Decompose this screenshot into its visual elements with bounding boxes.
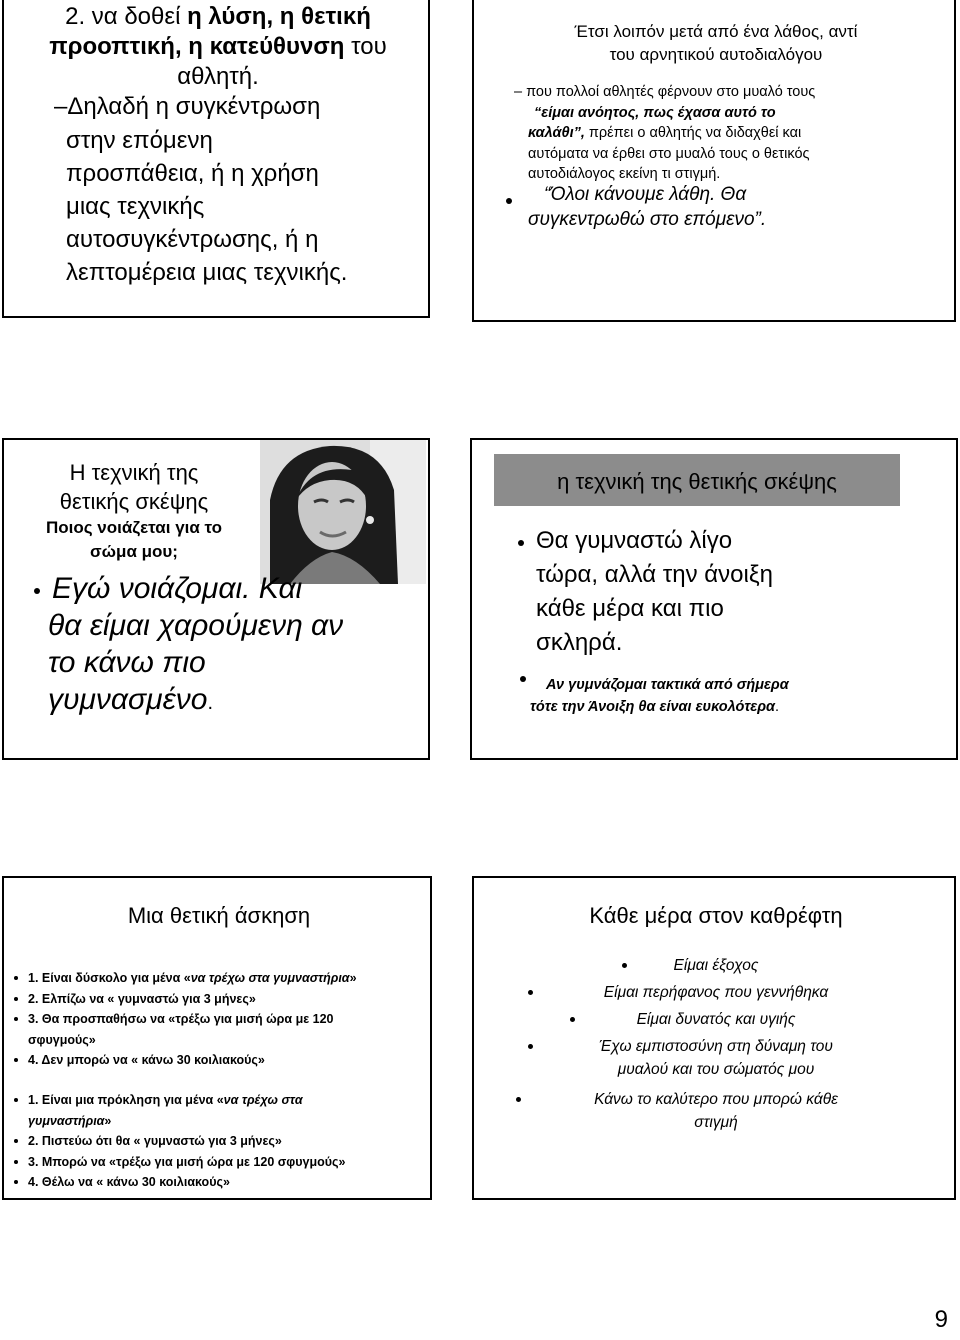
slide1-line: αυτοσυγκέντρωσης, ή η (66, 226, 319, 253)
bullet-icon (14, 1098, 18, 1102)
slide-6 (472, 876, 956, 1200)
list-item: Είμαι δυνατός και υγιής (474, 1008, 956, 1035)
bullet-icon (520, 676, 526, 682)
portrait-photo (260, 440, 426, 584)
slide1-line: προσπάθεια, ή η χρήση (66, 160, 319, 187)
bullet-icon (14, 976, 18, 980)
bullet-icon (14, 1058, 18, 1062)
slide-1 (2, 0, 430, 318)
slide1-line2: προοπτική, η κατεύθυνση του (49, 33, 387, 60)
slide-2 (472, 0, 956, 322)
slide1-line: στην επόμενη (66, 127, 213, 154)
slide1-paragraph (66, 124, 347, 289)
slide5-list-1: 1. Είναι δύσκολο για μένα «να τρέχω στα γυμναστήρια» 2. Ελπίζω να « γυμναστώ για 3 μήνες» 3. Θα προσπαθήσω να «τρέξω για μισή ώρα με 120 σφυγμούς» 4. Δεν μπορώ να « κάνω 30 κοιλιακούς» (14, 968, 357, 1071)
list-item: 3. Θα προσπαθήσω να «τρέξω για μισή ώρα με 120 (14, 1009, 357, 1030)
slide1-line3: αθλητή. (177, 63, 259, 90)
slide2-paragraph: – που πολλοί αθλητές φέρνουν στο μυαλό τους “είμαι ανόητος, πως έχασα αυτό το καλάθι”, πρέπει ο αθλητής να διδαχθεί και αυτόματα να έρθει στο μυαλό τους ο θετικός αυτοδιάλογος εκείνη τι στιγμή. (514, 84, 816, 182)
slide-3 (2, 438, 430, 760)
list-item: 2. Ελπίζω να « γυμναστώ για 3 μήνες» (14, 989, 357, 1010)
list-item: Είμαι έξοχος (474, 954, 956, 981)
list-item: 4. Δεν μπορώ να « κάνω 30 κοιλιακούς» (14, 1050, 357, 1071)
slide3-subtitle: Ποιος νοιάζεται για το σώμα μου; (45, 518, 223, 561)
bullet-icon (14, 997, 18, 1001)
slide5-list-2: 1. Είναι μια πρόκληση για μένα «να τρέχω στα γυμναστήρια» 2. Πιστεύω ότι θα « γυμναστώ για 3 μήνες» 3. Μπορώ να «τρέξω για μισή ώρα με 120 σφυγμούς» 4. Θέλω να « κάνω 30 κοιλιακούς» (14, 1090, 345, 1193)
bullet-icon (622, 963, 627, 968)
bullet-icon (14, 1139, 18, 1143)
list-item: 1. Είναι μια πρόκληση για μένα «να τρέχω στα (14, 1090, 345, 1111)
page-number: 9 (934, 1306, 948, 1333)
bullet-icon (516, 1097, 521, 1102)
slide1-line: μιας τεχνικής (66, 193, 205, 220)
slide-5 (2, 876, 432, 1200)
bullet-icon (506, 198, 512, 204)
slide5-title: Μια θετική άσκηση (127, 903, 311, 928)
slide4-title: η τεχνική της θετικής σκέψης (557, 469, 837, 494)
bullet-icon (518, 540, 524, 546)
slide3-title: Η τεχνική της θετικής σκέψης (59, 460, 209, 514)
slide4-bullet-1: Θα γυμναστώ λίγο τώρα, αλλά την άνοιξη κάθε μέρα και πιο σκληρά. (536, 527, 773, 656)
slide2-title: Έτσι λοιπόν μετά από ένα λάθος, αντί του αρνητικού αυτοδιαλόγου (574, 22, 858, 64)
bullet-icon (14, 1017, 18, 1021)
slide3-bullet: Εγώ νοιάζομαι. Και θα είμαι χαρούμενη αν το κάνω πιο γυμνασμένο. (48, 572, 344, 716)
slide-4 (470, 438, 958, 760)
slide1-line1: 2. να δοθεί η λύση, η θετική (65, 3, 371, 30)
portrait-image (260, 440, 426, 584)
bullet-icon (528, 1044, 533, 1049)
slide1-line: λεπτομέρεια μιας τεχνικής. (66, 259, 348, 286)
list-item: 3. Μπορώ να «τρέξω για μισή ώρα με 120 σφυγμούς» (14, 1152, 345, 1173)
list-item: 4. Θέλω να « κάνω 30 κοιλιακούς» (14, 1172, 345, 1193)
bullet-icon (14, 1160, 18, 1164)
slide2-bullet: “Όλοι κάνουμε λάθη. Θα συγκεντρωθώ στο επόμενο”. (528, 184, 767, 230)
slide6-title: Κάθε μέρα στον καθρέφτη (589, 903, 843, 928)
list-item: 1. Είναι δύσκολο για μένα «να τρέχω στα γυμναστήρια» (14, 968, 357, 989)
bullet-icon (34, 588, 40, 594)
list-item: Έχω εμπιστοσύνη στη δύναμη του μυαλού και του σώματός μου (474, 1035, 956, 1085)
list-item: Κάνω το καλύτερο που μπορώ κάθε στιγμή (474, 1088, 956, 1138)
bullet-icon (570, 1017, 575, 1022)
bullet-icon (14, 1180, 18, 1184)
list-item: 2. Πιστεύω ότι θα « γυμναστώ για 3 μήνες» (14, 1131, 345, 1152)
slide1-dash-line: –Δηλαδή η συγκέντρωση (54, 93, 321, 120)
bullet-icon (528, 990, 533, 995)
slide4-bullet-2: Αν γυμνάζομαι τακτικά από σήμερα τότε την Άνοιξη θα είναι ευκολότερα. (530, 677, 789, 715)
slide6-list (474, 954, 956, 1138)
list-item: Είμαι περήφανος που γεννήθηκα (474, 981, 956, 1008)
